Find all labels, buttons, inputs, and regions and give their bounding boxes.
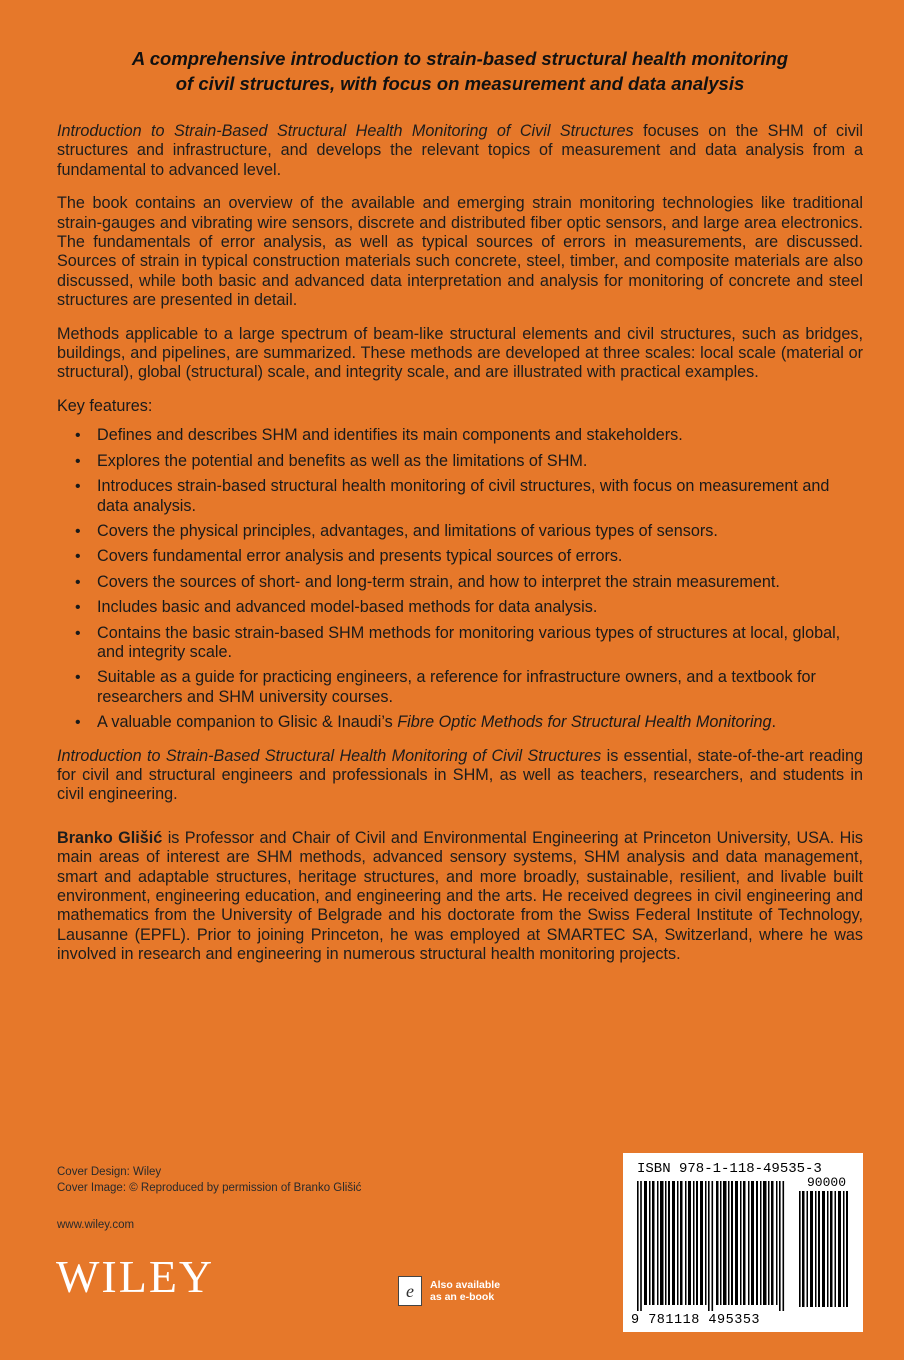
intro-text: focuses on the SHM of civil structures and infrastructure, and develops the relevant topics of measurement and data analysis from a fundamental to advanced level. bbox=[57, 122, 863, 179]
headline-line-1: A comprehensive introduction to strain-based structural health monitoring bbox=[131, 48, 789, 69]
ebook-icon: e bbox=[398, 1276, 422, 1306]
price-code: 90000 bbox=[807, 1175, 847, 1190]
feature-item: • Includes basic and advanced model-based methods for data analysis. bbox=[75, 598, 598, 617]
intro-book-title: Introduction to Strain-Based Structural Health Monitoring of Civil Structures bbox=[57, 122, 634, 140]
bullet-icon: • bbox=[75, 548, 81, 566]
bullet-icon: • bbox=[75, 669, 81, 687]
author-bio bbox=[57, 829, 863, 965]
bullet-icon: • bbox=[75, 427, 81, 445]
author-bio-text: is Professor and Chair of Civil and Environmental Engineering at Princeton University, USA. His main areas of interest are SHM methods, advanced sensory systems, SHM analysis and data management, smart and adaptable structures, heritage structures, and more broadly, sustainable, resilient, and livable built environment, engineering education, and engineering and the arts. He received degrees in civil engineering and mathematics from the University of Belgrade and his doctorate from the Swiss Federal Institute of Technology, Lausanne (EPFL). Prior to joining Princeton, he was employed at SMARTEC SA, Switzerland, where he was involved in research and engineering in numerous structural health monitoring projects. bbox=[57, 828, 864, 964]
feature-list bbox=[57, 426, 863, 732]
bullet-icon: • bbox=[75, 714, 81, 732]
feature-item: • Defines and describes SHM and identifies its main components and stakeholders. bbox=[75, 426, 683, 445]
isbn-label: ISBN 978-1-118-49535-3 bbox=[637, 1161, 822, 1177]
headline bbox=[57, 46, 863, 96]
paragraph-technologies: The book contains an overview of the available and emerging strain monitoring technologies like traditional strain-gauges and vibrating wire sensors, discrete and distributed fiber optic sensors, and large area electronics. The fundamentals of error analysis, as well as typical sources of errors in measurements, are discussed. Sources of strain in typical construction materials such concrete, steel, timber, and composite materials are also discussed, while both basic and advanced data interpretation and analysis for monitoring of concrete and steel structures are presented in detail. bbox=[57, 194, 863, 310]
barcode-block bbox=[623, 1153, 863, 1332]
bullet-icon: • bbox=[75, 624, 81, 642]
cover-credits bbox=[57, 1164, 361, 1196]
feature-item: • Contains the basic strain-based SHM methods for monitoring various types of structures at local, global, and integrity scale. bbox=[75, 623, 841, 661]
feature-item: • Explores the potential and benefits as well as the limitations of SHM. bbox=[75, 451, 588, 470]
intro-paragraph bbox=[57, 122, 863, 180]
closing-book-title: Introduction to Strain-Based Structural Health Monitoring of Civil Structures bbox=[57, 746, 602, 765]
companion-book-title: Fibre Optic Methods for Structural Health Monitoring bbox=[397, 713, 772, 732]
feature-item: • Covers fundamental error analysis and presents typical sources of errors. bbox=[75, 547, 623, 566]
headline-line-2: of civil structures, with focus on measurement and data analysis bbox=[175, 73, 745, 94]
barcode-bars bbox=[637, 1181, 797, 1311]
key-features-heading: Key features: bbox=[57, 396, 153, 415]
bullet-icon: • bbox=[75, 599, 81, 617]
bullet-icon: • bbox=[75, 522, 81, 540]
bullet-icon: • bbox=[75, 573, 81, 591]
feature-item: • Suitable as a guide for practicing engineers, a reference for infrastructure owners, and a textbook for researchers and SHM university courses. bbox=[75, 668, 816, 706]
ean-digits: 9 781118 495353 bbox=[631, 1313, 761, 1328]
cover-image-credit: Cover Image: © Reproduced by permission of Branko Glišić bbox=[57, 1182, 362, 1194]
closing-text: is essential, state-of-the-art reading for civil and structural engineers and professionals in SHM, as well as teachers, researchers, and students in civil engineering. bbox=[57, 746, 863, 804]
author-name: Branko Glišić bbox=[57, 828, 163, 847]
ebook-badge bbox=[398, 1276, 500, 1306]
feature-item: • Covers the sources of short- and long-term strain, and how to interpret the strain measurement. bbox=[75, 572, 780, 591]
feature-item: • Introduces strain-based structural health monitoring of civil structures, with focus on measurement and data analysis. bbox=[75, 477, 830, 515]
ebook-text: Also available as an e-book bbox=[430, 1279, 501, 1303]
bullet-icon: • bbox=[75, 452, 81, 470]
cover-design-credit: Cover Design: Wiley bbox=[57, 1166, 162, 1178]
wiley-logo: WILEY bbox=[56, 1251, 215, 1302]
paragraph-methods: Methods applicable to a large spectrum of beam-like structural elements and civil structures, such as bridges, buildings, and pipelines, are summarized. These methods are developed at three scales: local scale (material or structural), global (structural) scale, and integrity scale, and are illustrated with practical examples. bbox=[57, 324, 863, 382]
back-cover-content bbox=[57, 46, 863, 979]
price-barcode-bars bbox=[799, 1191, 851, 1307]
closing-paragraph bbox=[57, 747, 863, 805]
feature-item-companion: • A valuable companion to Glisic & Inaudi’s Fibre Optic Methods for Structural Health Monitoring. bbox=[75, 713, 777, 732]
feature-item: • Covers the physical principles, advantages, and limitations of various types of sensors. bbox=[75, 521, 718, 540]
website-link[interactable]: www.wiley.com bbox=[57, 1219, 135, 1231]
bullet-icon: • bbox=[75, 478, 81, 496]
